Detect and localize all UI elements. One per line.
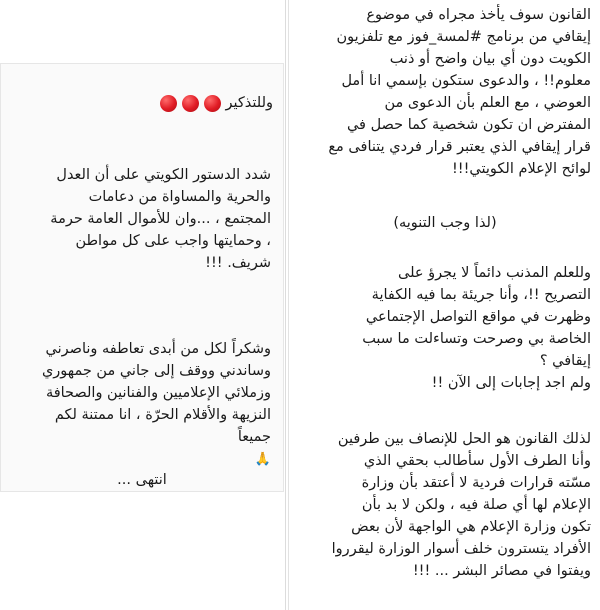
note-emphasis-line: (لذا وجب التنويه) (393, 215, 497, 231)
note-panel-right (288, 0, 600, 610)
red-circle-icon (204, 95, 221, 112)
folded-hands-icon: 🙏 (254, 452, 271, 467)
note-panel-left (0, 63, 284, 492)
page-divider (285, 0, 286, 610)
constitution-paragraph: شدد الدستور الكويتي على أن العدل والحرية والمساواة من دعامات المجتمع ، ...وان للأموال العامة حرمة ، وحمايتها واجب على كل مواطن شريف. !!! (50, 167, 271, 271)
thanks-paragraph-block (9, 316, 271, 471)
note-paragraph-2: وللعلم المذنب دائماً لا يجرؤ على التصريح !!، وأنا جريئة بما فيه الكفاية وظهرت في مواقع التواصل الإجتماعي الخاصة بي وصرحت وتساءلت ما سبب إيقافي ؟ ولم اجد إجابات إلى الآن !! (362, 265, 591, 391)
note-paragraph-1: القانون سوف يأخذ مجراه في موضوع إيقافي من برنامج #لمسة_فوز مع تلفزيون الكويت دون أي بيان واضح أو ذنب معلوم!! ، والدعوى ستكون بإسمي انا أمل العوضي ، مع العلم بأن الدعوى من المفترض ان تكون شخصية كما حصل في قرار إيقافي الذي يعتبر قرار فردي يتنافى مع لوائح الإعلام الكويتي!!! (328, 7, 591, 177)
thanks-paragraph: وشكراً لكل من أبدى تعاطفه وناصرني وساندني ووقف إلى جاني من جمهوري وزملائي الإعلاميين والفنانين والصحافة النزيهة والأقلام الحرّة ، انا ممتنة لكم جميعاً (41, 341, 271, 445)
red-circle-icon (160, 95, 177, 112)
reminder-heading (160, 92, 274, 114)
end-text: انتهى ... (117, 472, 167, 488)
note-paragraph-3: لذلك القانون هو الحل للإنصاف بين طرفين وأنا الطرف الأول سأطالب بحقي الذي مسّته قرارات فردية لا أعتقد بأن وزارة الإعلام لها أي صلة فيه ، ولكن لا بد بأن تكون وزارة الإعلام هي الواجهة لأن بعض الأفراد يتسترون خلف أسوار الوزارة ليقرروا ويفتوا في مصائر البشر ... !!! (331, 431, 591, 579)
red-circle-icon (182, 95, 199, 112)
reminder-label: وللتذكير (225, 95, 273, 111)
